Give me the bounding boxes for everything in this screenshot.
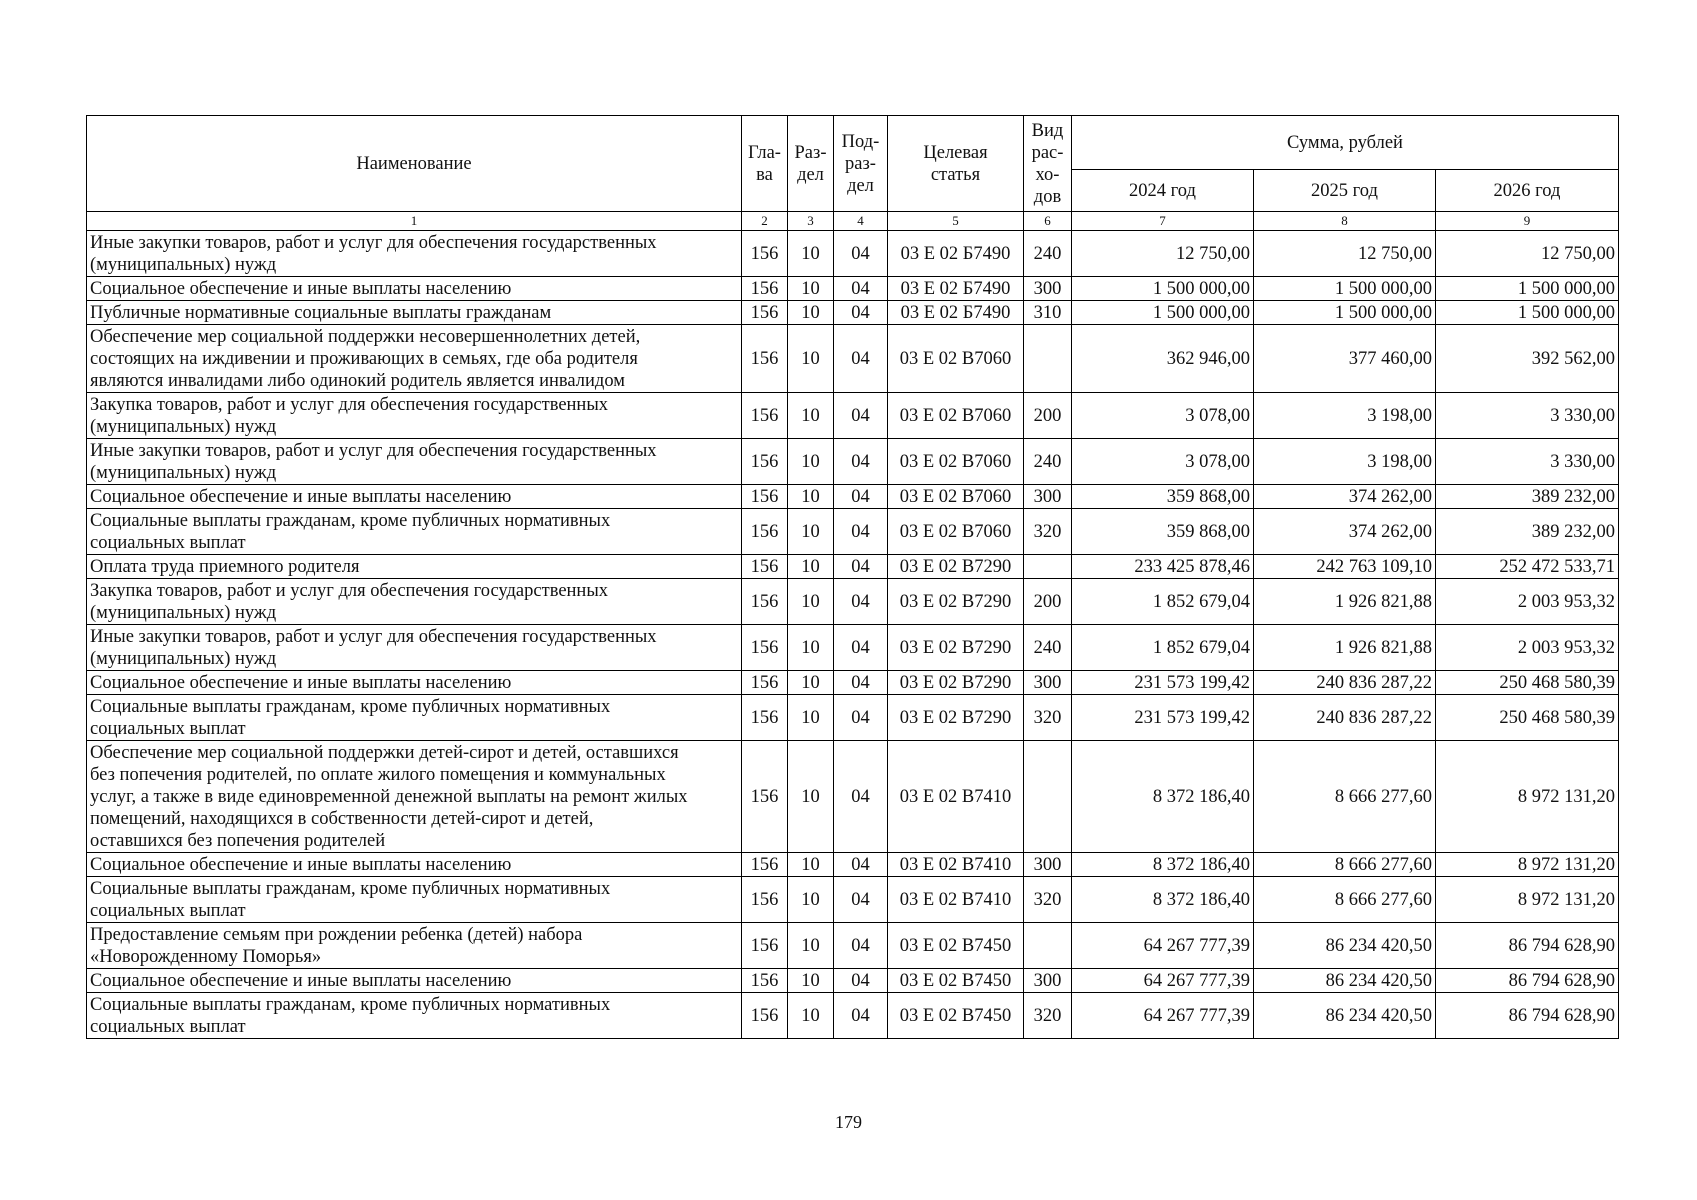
header-expense-type: Вид рас- хо- дов [1024, 116, 1072, 212]
row-subsection: 04 [834, 485, 888, 509]
row-name: Социальное обеспечение и иные выплаты населению [87, 485, 742, 509]
row-amount-2025: 374 262,00 [1254, 485, 1436, 509]
header-year-2026: 2026 год [1436, 170, 1619, 212]
row-amount-2024: 1 500 000,00 [1072, 301, 1254, 325]
table-row [87, 853, 1619, 877]
row-subsection: 04 [834, 325, 888, 393]
column-number: 3 [788, 212, 834, 231]
row-amount-2026: 86 794 628,90 [1436, 923, 1619, 969]
row-expense-type: 320 [1024, 877, 1072, 923]
row-subsection: 04 [834, 671, 888, 695]
row-chapter: 156 [742, 671, 788, 695]
table-row [87, 393, 1619, 439]
row-amount-2025: 86 234 420,50 [1254, 969, 1436, 993]
table-row [87, 485, 1619, 509]
row-chapter: 156 [742, 741, 788, 853]
row-expense-type [1024, 325, 1072, 393]
row-amount-2025: 1 500 000,00 [1254, 301, 1436, 325]
table-row [87, 439, 1619, 485]
row-chapter: 156 [742, 393, 788, 439]
row-amount-2026: 8 972 131,20 [1436, 741, 1619, 853]
row-expense-type [1024, 555, 1072, 579]
row-name: Социальные выплаты гражданам, кроме публичных нормативных социальных выплат [87, 877, 742, 923]
row-amount-2024: 64 267 777,39 [1072, 923, 1254, 969]
row-chapter: 156 [742, 325, 788, 393]
row-amount-2025: 1 500 000,00 [1254, 277, 1436, 301]
row-chapter: 156 [742, 877, 788, 923]
row-amount-2024: 64 267 777,39 [1072, 993, 1254, 1039]
row-target-article: 03 Е 02 В7060 [888, 509, 1024, 555]
table-row [87, 325, 1619, 393]
row-amount-2024: 231 573 199,42 [1072, 671, 1254, 695]
row-chapter: 156 [742, 485, 788, 509]
row-amount-2026: 2 003 953,32 [1436, 579, 1619, 625]
row-name: Социальное обеспечение и иные выплаты населению [87, 969, 742, 993]
table-row [87, 671, 1619, 695]
row-expense-type: 320 [1024, 509, 1072, 555]
row-target-article: 03 Е 02 Б7490 [888, 231, 1024, 277]
row-amount-2026: 252 472 533,71 [1436, 555, 1619, 579]
row-name: Закупка товаров, работ и услуг для обеспечения государственных (муниципальных) нужд [87, 579, 742, 625]
row-amount-2024: 64 267 777,39 [1072, 969, 1254, 993]
row-chapter: 156 [742, 853, 788, 877]
row-target-article: 03 Е 02 В7290 [888, 625, 1024, 671]
row-target-article: 03 Е 02 В7450 [888, 969, 1024, 993]
row-amount-2026: 86 794 628,90 [1436, 993, 1619, 1039]
row-section: 10 [788, 485, 834, 509]
header-year-2024: 2024 год [1072, 170, 1254, 212]
table-header [87, 116, 1619, 231]
table-row [87, 877, 1619, 923]
row-amount-2025: 8 666 277,60 [1254, 853, 1436, 877]
row-expense-type: 240 [1024, 439, 1072, 485]
table-body [87, 231, 1619, 1039]
header-amount: Сумма, рублей [1072, 116, 1619, 170]
table-row [87, 969, 1619, 993]
row-subsection: 04 [834, 439, 888, 485]
row-chapter: 156 [742, 231, 788, 277]
row-amount-2026: 389 232,00 [1436, 485, 1619, 509]
table-row [87, 509, 1619, 555]
row-amount-2026: 1 500 000,00 [1436, 301, 1619, 325]
row-amount-2026: 3 330,00 [1436, 439, 1619, 485]
row-section: 10 [788, 923, 834, 969]
row-amount-2026: 3 330,00 [1436, 393, 1619, 439]
row-amount-2024: 12 750,00 [1072, 231, 1254, 277]
row-amount-2025: 8 666 277,60 [1254, 877, 1436, 923]
row-amount-2025: 8 666 277,60 [1254, 741, 1436, 853]
row-section: 10 [788, 231, 834, 277]
row-expense-type: 320 [1024, 695, 1072, 741]
row-name: Социальное обеспечение и иные выплаты населению [87, 671, 742, 695]
row-expense-type [1024, 923, 1072, 969]
row-expense-type: 200 [1024, 579, 1072, 625]
row-amount-2025: 377 460,00 [1254, 325, 1436, 393]
header-year-2025: 2025 год [1254, 170, 1436, 212]
row-target-article: 03 Е 02 В7410 [888, 741, 1024, 853]
row-amount-2026: 8 972 131,20 [1436, 853, 1619, 877]
row-subsection: 04 [834, 969, 888, 993]
row-chapter: 156 [742, 277, 788, 301]
table-row [87, 993, 1619, 1039]
row-chapter: 156 [742, 301, 788, 325]
row-subsection: 04 [834, 923, 888, 969]
table-row [87, 579, 1619, 625]
row-target-article: 03 Е 02 В7290 [888, 579, 1024, 625]
table-row [87, 555, 1619, 579]
row-subsection: 04 [834, 301, 888, 325]
row-amount-2026: 250 468 580,39 [1436, 671, 1619, 695]
row-amount-2026: 8 972 131,20 [1436, 877, 1619, 923]
row-amount-2024: 1 852 679,04 [1072, 625, 1254, 671]
row-amount-2024: 8 372 186,40 [1072, 877, 1254, 923]
row-section: 10 [788, 393, 834, 439]
row-amount-2025: 374 262,00 [1254, 509, 1436, 555]
row-chapter: 156 [742, 923, 788, 969]
row-amount-2026: 86 794 628,90 [1436, 969, 1619, 993]
row-target-article: 03 Е 02 В7450 [888, 993, 1024, 1039]
row-amount-2024: 359 868,00 [1072, 509, 1254, 555]
row-amount-2025: 86 234 420,50 [1254, 923, 1436, 969]
row-amount-2024: 231 573 199,42 [1072, 695, 1254, 741]
column-number: 7 [1072, 212, 1254, 231]
row-target-article: 03 Е 02 В7290 [888, 555, 1024, 579]
row-section: 10 [788, 579, 834, 625]
header-target-article: Целевая статья [888, 116, 1024, 212]
row-chapter: 156 [742, 625, 788, 671]
table-row [87, 923, 1619, 969]
row-name: Предоставление семьям при рождении ребенка (детей) набора «Новорожденному Поморья» [87, 923, 742, 969]
row-target-article: 03 Е 02 В7290 [888, 671, 1024, 695]
row-amount-2025: 1 926 821,88 [1254, 579, 1436, 625]
row-expense-type: 240 [1024, 231, 1072, 277]
row-name: Оплата труда приемного родителя [87, 555, 742, 579]
row-section: 10 [788, 877, 834, 923]
row-amount-2026: 389 232,00 [1436, 509, 1619, 555]
row-chapter: 156 [742, 993, 788, 1039]
row-section: 10 [788, 695, 834, 741]
table-row [87, 625, 1619, 671]
row-section: 10 [788, 741, 834, 853]
row-amount-2025: 3 198,00 [1254, 393, 1436, 439]
row-name: Социальные выплаты гражданам, кроме публичных нормативных социальных выплат [87, 509, 742, 555]
row-amount-2026: 12 750,00 [1436, 231, 1619, 277]
row-expense-type [1024, 741, 1072, 853]
row-amount-2024: 3 078,00 [1072, 439, 1254, 485]
column-number: 9 [1436, 212, 1619, 231]
row-expense-type: 300 [1024, 853, 1072, 877]
row-section: 10 [788, 301, 834, 325]
header-section: Раз- дел [788, 116, 834, 212]
row-target-article: 03 Е 02 В7060 [888, 393, 1024, 439]
row-name: Обеспечение мер социальной поддержки несовершеннолетних детей, состоящих на иждивении и проживающих в семьях, где оба родителя являются инвалидами либо одинокий родитель является инвалидом [87, 325, 742, 393]
column-numbers-row [87, 212, 1619, 231]
row-target-article: 03 Е 02 В7290 [888, 695, 1024, 741]
row-target-article: 03 Е 02 В7410 [888, 877, 1024, 923]
row-subsection: 04 [834, 695, 888, 741]
row-section: 10 [788, 853, 834, 877]
row-name: Иные закупки товаров, работ и услуг для обеспечения государственных (муниципальных) нужд [87, 439, 742, 485]
row-target-article: 03 Е 02 Б7490 [888, 301, 1024, 325]
column-number: 6 [1024, 212, 1072, 231]
row-target-article: 03 Е 02 В7410 [888, 853, 1024, 877]
row-amount-2025: 240 836 287,22 [1254, 695, 1436, 741]
row-name: Социальные выплаты гражданам, кроме публичных нормативных социальных выплат [87, 993, 742, 1039]
row-amount-2024: 1 852 679,04 [1072, 579, 1254, 625]
row-section: 10 [788, 625, 834, 671]
table-row [87, 231, 1619, 277]
table-row [87, 277, 1619, 301]
row-amount-2026: 250 468 580,39 [1436, 695, 1619, 741]
row-expense-type: 300 [1024, 485, 1072, 509]
table-row [87, 741, 1619, 853]
row-section: 10 [788, 509, 834, 555]
row-section: 10 [788, 555, 834, 579]
row-chapter: 156 [742, 695, 788, 741]
row-subsection: 04 [834, 277, 888, 301]
row-amount-2024: 3 078,00 [1072, 393, 1254, 439]
row-subsection: 04 [834, 993, 888, 1039]
column-number: 1 [87, 212, 742, 231]
row-subsection: 04 [834, 509, 888, 555]
column-number: 2 [742, 212, 788, 231]
row-subsection: 04 [834, 579, 888, 625]
row-expense-type: 310 [1024, 301, 1072, 325]
row-target-article: 03 Е 02 В7060 [888, 325, 1024, 393]
row-name: Обеспечение мер социальной поддержки детей-сирот и детей, оставшихся без попечения родителей, по оплате жилого помещения и коммунальных услуг, а также в виде единовременной денежной выплаты на ремонт жилых помещений, находящихся в собственности детей-сирот и детей, оставшихся без попечения родителей [87, 741, 742, 853]
row-section: 10 [788, 671, 834, 695]
row-expense-type: 240 [1024, 625, 1072, 671]
row-amount-2024: 359 868,00 [1072, 485, 1254, 509]
row-amount-2025: 86 234 420,50 [1254, 993, 1436, 1039]
row-amount-2024: 1 500 000,00 [1072, 277, 1254, 301]
row-amount-2026: 1 500 000,00 [1436, 277, 1619, 301]
row-amount-2025: 1 926 821,88 [1254, 625, 1436, 671]
row-subsection: 04 [834, 625, 888, 671]
row-chapter: 156 [742, 509, 788, 555]
row-amount-2024: 362 946,00 [1072, 325, 1254, 393]
row-section: 10 [788, 277, 834, 301]
header-name: Наименование [87, 116, 742, 212]
row-expense-type: 320 [1024, 993, 1072, 1039]
column-number: 5 [888, 212, 1024, 231]
row-amount-2024: 8 372 186,40 [1072, 741, 1254, 853]
row-name: Социальные выплаты гражданам, кроме публичных нормативных социальных выплат [87, 695, 742, 741]
row-subsection: 04 [834, 853, 888, 877]
row-amount-2025: 240 836 287,22 [1254, 671, 1436, 695]
row-target-article: 03 Е 02 Б7490 [888, 277, 1024, 301]
page-number: 179 [835, 1112, 862, 1132]
row-name: Социальное обеспечение и иные выплаты населению [87, 277, 742, 301]
row-subsection: 04 [834, 393, 888, 439]
row-name: Иные закупки товаров, работ и услуг для обеспечения государственных (муниципальных) нужд [87, 625, 742, 671]
row-section: 10 [788, 325, 834, 393]
table-row [87, 301, 1619, 325]
row-expense-type: 300 [1024, 277, 1072, 301]
column-number: 8 [1254, 212, 1436, 231]
budget-table [86, 115, 1619, 1039]
row-section: 10 [788, 993, 834, 1039]
row-amount-2026: 2 003 953,32 [1436, 625, 1619, 671]
row-expense-type: 300 [1024, 969, 1072, 993]
row-chapter: 156 [742, 439, 788, 485]
row-subsection: 04 [834, 741, 888, 853]
column-number: 4 [834, 212, 888, 231]
row-amount-2024: 233 425 878,46 [1072, 555, 1254, 579]
row-chapter: 156 [742, 555, 788, 579]
header-subsection: Под- раз- дел [834, 116, 888, 212]
row-name: Публичные нормативные социальные выплаты гражданам [87, 301, 742, 325]
row-subsection: 04 [834, 555, 888, 579]
row-amount-2024: 8 372 186,40 [1072, 853, 1254, 877]
row-subsection: 04 [834, 231, 888, 277]
row-name: Социальное обеспечение и иные выплаты населению [87, 853, 742, 877]
row-section: 10 [788, 439, 834, 485]
row-target-article: 03 Е 02 В7450 [888, 923, 1024, 969]
row-name: Иные закупки товаров, работ и услуг для обеспечения государственных (муниципальных) нужд [87, 231, 742, 277]
row-amount-2026: 392 562,00 [1436, 325, 1619, 393]
row-expense-type: 300 [1024, 671, 1072, 695]
row-amount-2025: 242 763 109,10 [1254, 555, 1436, 579]
row-subsection: 04 [834, 877, 888, 923]
row-chapter: 156 [742, 579, 788, 625]
row-amount-2025: 12 750,00 [1254, 231, 1436, 277]
row-section: 10 [788, 969, 834, 993]
row-target-article: 03 Е 02 В7060 [888, 485, 1024, 509]
row-chapter: 156 [742, 969, 788, 993]
row-expense-type: 200 [1024, 393, 1072, 439]
table-row [87, 695, 1619, 741]
header-chapter: Гла- ва [742, 116, 788, 212]
row-target-article: 03 Е 02 В7060 [888, 439, 1024, 485]
row-amount-2025: 3 198,00 [1254, 439, 1436, 485]
row-name: Закупка товаров, работ и услуг для обеспечения государственных (муниципальных) нужд [87, 393, 742, 439]
